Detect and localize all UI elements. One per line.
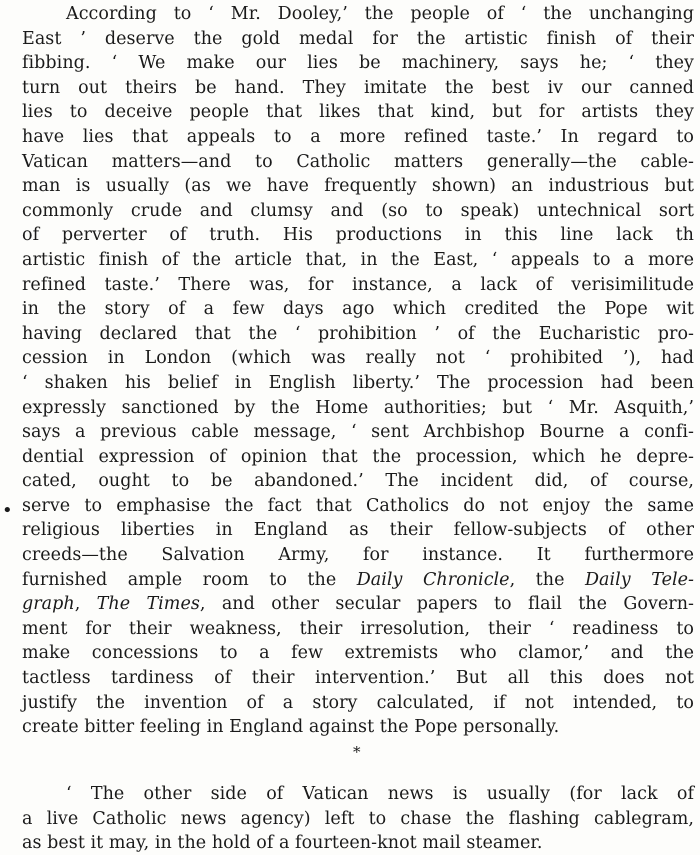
text-line: expressly sanctioned by the Home authorities; but ‘ Mr. Asquith,’ xyxy=(22,397,694,418)
text-line: have lies that appeals to a more refined taste.’ In regard to xyxy=(22,126,694,147)
text-line: refined taste.’ There was, for instance, a lack of verisimilitude xyxy=(22,274,694,295)
text-line: creeds—the Salvation Army, for instance. It furthermore xyxy=(22,545,694,566)
text-line: man is usually (as we have frequently shown) an industrious but xyxy=(22,176,694,197)
section-separator xyxy=(0,742,700,782)
text-line: fibbing. ‘ We make our lies be machinery, says he; ‘ they xyxy=(22,53,694,74)
text-line: turn out theirs be hand. They imitate the best iv our canned xyxy=(22,77,694,98)
text-line: ment for their weakness, their irresolution, their ‘ readiness to xyxy=(22,618,694,639)
text-line: lies to deceive people that likes that kind, but for artists they xyxy=(22,102,694,123)
text-line: cated, ought to be abandoned.’ The incident did, of course, xyxy=(22,471,694,492)
text-line: According to ‘ Mr. Dooley,’ the people of ‘ the unchanging xyxy=(66,4,694,24)
text-line: religious liberties in England as their fellow-subjects of other xyxy=(22,520,694,541)
text-line: make concessions to a few extremists who clamor,’ and the xyxy=(22,643,694,664)
text-line: of perverter of truth. His productions in this line lack th xyxy=(22,225,694,246)
asterisk-separator: * xyxy=(353,743,361,761)
text-line: East ’ deserve the gold medal for the artistic finish of their xyxy=(22,28,694,49)
text-line: artistic finish of the article that, in the East, ‘ appeals to a more xyxy=(22,249,694,270)
text-line: serve to emphasise the fact that Catholics do not enjoy the same xyxy=(22,495,694,516)
text-line: create bitter feeling in England against the Pope personally. xyxy=(22,717,560,738)
text-line: a live Catholic news agency) left to chase the flashing cablegram, xyxy=(22,808,694,829)
text-line: commonly crude and clumsy and (so to speak) untechnical sort xyxy=(22,200,694,221)
text-line: tactless tardiness of their intervention.’ But all this does not xyxy=(22,668,694,689)
text-line: ‘ shaken his belief in English liberty.’ The procession had been xyxy=(22,372,694,393)
text-line: furnished ample room to the Daily Chronicle, the Daily Tele- xyxy=(22,569,694,590)
text-line: justify the invention of a story calculated, if not intended, to xyxy=(22,692,694,713)
text-line: Vatican matters—and to Catholic matters generally—the cable- xyxy=(22,151,694,172)
margin-bullet-mark: • xyxy=(2,500,13,521)
text-line: having declared that the ‘ prohibition ’ of the Eucharistic pro- xyxy=(22,323,694,344)
paragraph-2 xyxy=(22,782,694,856)
paragraph-1 xyxy=(22,2,694,740)
text-line: cession in London (which was really not ‘ prohibited ’), had xyxy=(22,348,694,369)
text-line: as best it may, in the hold of a fourteen-knot mail steamer. xyxy=(22,833,543,854)
text-line: dential expression of opinion that the procession, which he depre- xyxy=(22,446,694,467)
text-line: graph, The Times, and other secular papers to flail the Govern- xyxy=(22,594,694,615)
text-line: says a previous cable message, ‘ sent Archbishop Bourne a confi- xyxy=(22,422,694,443)
text-line: in the story of a few days ago which credited the Pope wit xyxy=(22,299,694,320)
text-line: ‘ The other side of Vatican news is usually (for lack of xyxy=(66,784,694,804)
